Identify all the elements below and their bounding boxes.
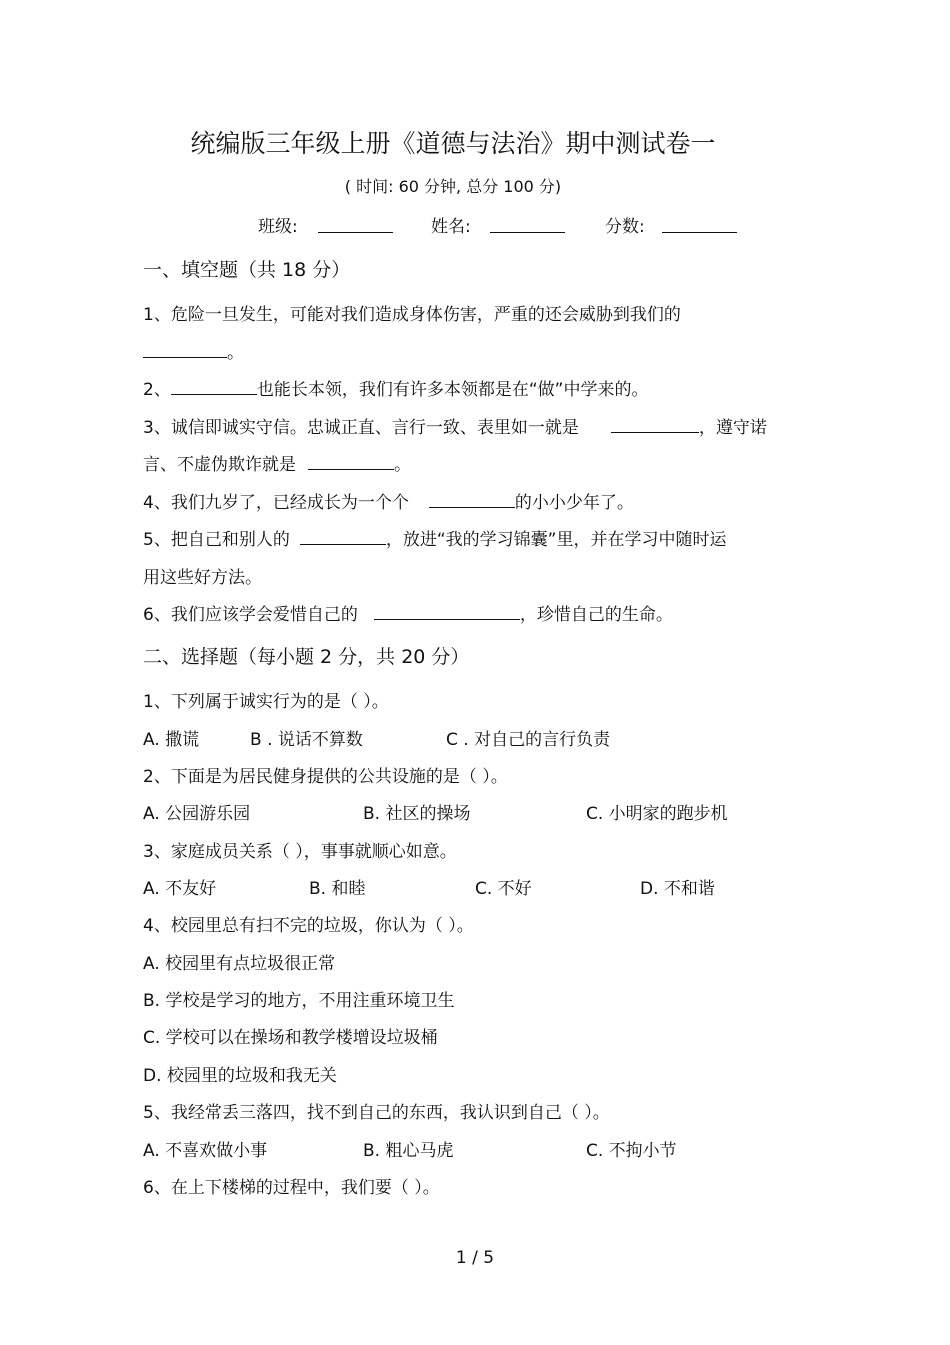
choice-q1-option-a[interactable]: A. 撒谎 xyxy=(143,730,200,750)
fill-q3-blank1[interactable] xyxy=(611,417,699,433)
exam-info-time-score: ( 时间: 60 分钟, 总分 100 分) xyxy=(344,177,562,196)
choice-q6-stem: 6、在上下楼梯的过程中，我们要（ ）。 xyxy=(143,1178,440,1198)
choice-q3-option-a[interactable]: A. 不友好 xyxy=(143,879,217,899)
choice-q4-option-a[interactable]: A. 校园里有点垃圾很正常 xyxy=(143,954,336,974)
choice-q1-option-c[interactable]: C . 对自己的言行负责 xyxy=(446,730,611,750)
section-heading-multiple-choice: 二、选择题（每小题 2 分，共 20 分） xyxy=(143,646,470,668)
choice-q4-option-b[interactable]: B. 学校是学习的地方，不用注重环境卫生 xyxy=(143,991,455,1011)
fill-q1-line2: 。 xyxy=(143,338,244,363)
fill-q4: 4、我们九岁了，已经成长为一个个 的小小少年了。 xyxy=(143,493,634,513)
fill-q6: 6、我们应该学会爱惜自己的 ，珍惜自己的生命。 xyxy=(143,605,673,625)
choice-q3-stem: 3、家庭成员关系（ ），事事就顺心如意。 xyxy=(143,842,457,862)
choice-q1-option-b[interactable]: B . 说话不算数 xyxy=(250,730,363,750)
class-label: 班级: xyxy=(258,217,298,237)
fill-q2-blank[interactable] xyxy=(171,379,257,395)
fill-q4-blank[interactable] xyxy=(429,492,515,508)
fill-q6-blank[interactable] xyxy=(374,604,520,620)
choice-q2-option-b[interactable]: B. 社区的操场 xyxy=(363,804,471,824)
choice-q3-option-d[interactable]: D. 不和谐 xyxy=(640,879,715,899)
choice-q4-option-c[interactable]: C. 学校可以在操场和教学楼增设垃圾桶 xyxy=(143,1028,438,1048)
fill-q1-blank[interactable] xyxy=(143,342,227,358)
choice-q5-option-b[interactable]: B. 粗心马虎 xyxy=(363,1141,454,1161)
choice-q5-stem: 5、我经常丢三落四，找不到自己的东西，我认识到自己（ ）。 xyxy=(143,1103,610,1123)
fill-q3-blank2[interactable] xyxy=(308,454,394,470)
fill-q2: 2、 也能长本领，我们有许多本领都是在“做”中学来的。 xyxy=(143,380,649,400)
fill-q5-blank[interactable] xyxy=(300,529,386,545)
choice-q2-stem: 2、下面是为居民健身提供的公共设施的是（ ）。 xyxy=(143,767,508,787)
fill-q3-line1: 3、诚信即诚实守信。忠诚正直、言行一致、表里如一就是 ，遵守诺 xyxy=(143,418,767,438)
fill-q3-line2: 言、不虚伪欺诈就是 。 xyxy=(143,455,411,475)
choice-q3-option-c[interactable]: C. 不好 xyxy=(475,879,532,899)
page-number: 1 / 5 xyxy=(455,1248,495,1268)
choice-q5-option-c[interactable]: C. 不拘小节 xyxy=(586,1141,677,1161)
section-heading-fill-blank: 一、填空题（共 18 分） xyxy=(143,259,351,281)
class-blank[interactable] xyxy=(318,217,393,233)
choice-q4-stem: 4、校园里总有扫不完的垃圾，你认为（ ）。 xyxy=(143,916,474,936)
score-label: 分数: xyxy=(605,217,645,237)
name-blank[interactable] xyxy=(490,217,565,233)
page-title: 统编版三年级上册《道德与法治》期中测试卷一 xyxy=(190,129,716,158)
score-blank[interactable] xyxy=(662,217,737,233)
choice-q2-option-a[interactable]: A. 公园游乐园 xyxy=(143,804,251,824)
choice-q4-option-d[interactable]: D. 校园里的垃圾和我无关 xyxy=(143,1066,337,1086)
choice-q3-option-b[interactable]: B. 和睦 xyxy=(309,879,366,899)
name-label: 姓名: xyxy=(431,217,471,237)
fill-q5-line2: 用这些好方法。 xyxy=(143,568,262,588)
choice-q2-option-c[interactable]: C. 小明家的跑步机 xyxy=(586,804,728,824)
fill-q1-line1: 1、危险一旦发生，可能对我们造成身体伤害，严重的还会威胁到我们的 xyxy=(143,305,681,325)
choice-q1-stem: 1、下列属于诚实行为的是（ ）。 xyxy=(143,692,389,712)
choice-q5-option-a[interactable]: A. 不喜欢做小事 xyxy=(143,1141,268,1161)
fill-q5-line1: 5、把自己和别人的 ，放进“我的学习锦囊”里，并在学习中随时运 xyxy=(143,530,727,550)
